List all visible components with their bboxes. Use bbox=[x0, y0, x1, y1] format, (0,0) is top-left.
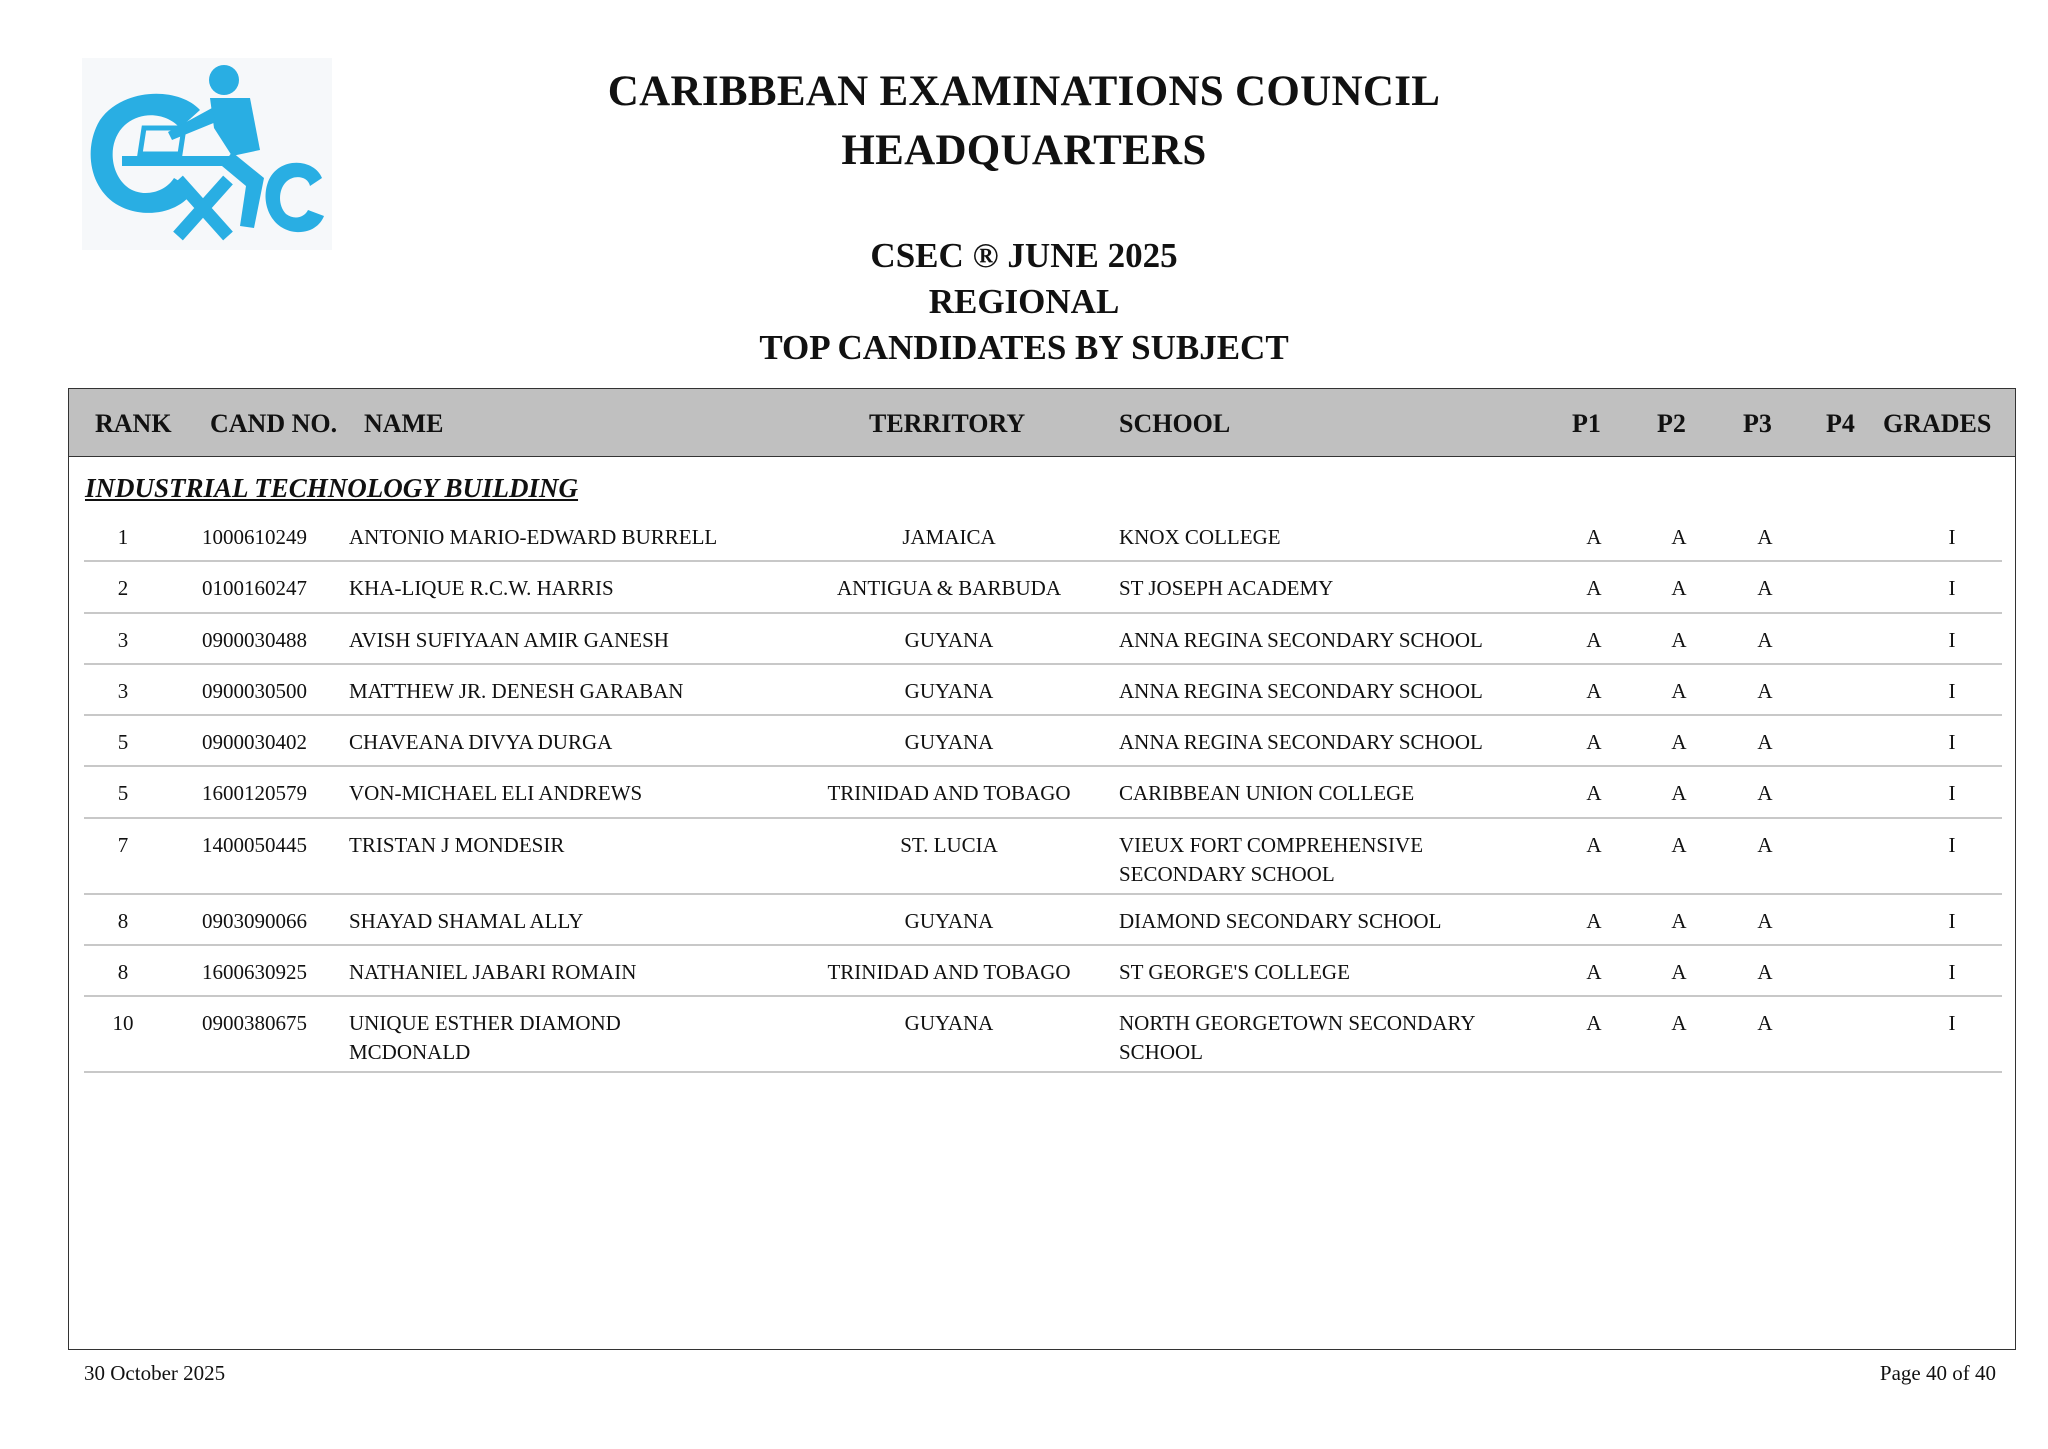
results-table bbox=[68, 388, 2016, 1350]
cell-rank: 5 bbox=[117, 781, 129, 806]
cell-territory: TRINIDAD AND TOBAGO bbox=[827, 960, 1071, 985]
cell-name: VON-MICHAEL ELI ANDREWS bbox=[349, 781, 643, 806]
organization-heading bbox=[0, 62, 2048, 180]
cell-school: ANNA REGINA SECONDARY SCHOOL bbox=[1119, 678, 1483, 703]
cell-cand-no: 1600630925 bbox=[202, 960, 307, 985]
column-header-grades: GRADES bbox=[1883, 409, 1992, 438]
cell-p3: A bbox=[1757, 678, 1773, 703]
subject-heading: INDUSTRIAL TECHNOLOGY BUILDING bbox=[85, 473, 579, 503]
cell-territory: ST. LUCIA bbox=[900, 832, 998, 857]
cell-p1: A bbox=[1586, 730, 1602, 755]
column-header-school: SCHOOL bbox=[1119, 409, 1231, 438]
table-row bbox=[84, 511, 2002, 562]
cell-territory: TRINIDAD AND TOBAGO bbox=[827, 781, 1071, 806]
cell-school: ANNA REGINA SECONDARY SCHOOL bbox=[1119, 627, 1483, 652]
cell-rank: 1 bbox=[117, 525, 129, 549]
cell-rank: 3 bbox=[117, 678, 129, 703]
column-header-p4: P4 bbox=[1826, 409, 1855, 438]
cell-p3: A bbox=[1757, 730, 1773, 755]
cell-name: SHAYAD SHAMAL ALLY bbox=[349, 908, 584, 933]
cell-territory: GUYANA bbox=[904, 678, 994, 703]
organization-name: CARIBBEAN EXAMINATIONS COUNCIL bbox=[607, 68, 1441, 115]
page-number: Page 40 of 40 bbox=[1879, 1361, 1996, 1385]
cell-name: UNIQUE ESTHER DIAMOND MCDONALD bbox=[349, 1011, 621, 1065]
cell-p2: A bbox=[1671, 960, 1687, 985]
cell-grades: I bbox=[1948, 576, 1956, 601]
cell-p1: A bbox=[1586, 576, 1602, 601]
cell-grades: I bbox=[1948, 960, 1956, 985]
cell-territory: GUYANA bbox=[904, 730, 994, 755]
table-row bbox=[84, 997, 2002, 1073]
column-header-name: NAME bbox=[364, 409, 444, 438]
table-body bbox=[84, 511, 2002, 1073]
cell-cand-no: 0900030488 bbox=[202, 627, 307, 652]
cell-p2: A bbox=[1671, 1011, 1687, 1036]
column-header-cand-no: CAND NO. bbox=[210, 409, 338, 438]
table-row bbox=[84, 819, 2002, 895]
cell-grades: I bbox=[1948, 627, 1956, 652]
cell-p2: A bbox=[1671, 832, 1687, 857]
column-header-p1: P1 bbox=[1572, 409, 1601, 438]
cell-cand-no: 0900030500 bbox=[202, 678, 307, 703]
cell-rank: 8 bbox=[117, 960, 129, 985]
cell-p3: A bbox=[1757, 576, 1773, 601]
cell-territory: GUYANA bbox=[904, 1011, 994, 1036]
cell-name: ANTONIO MARIO-EDWARD BURRELL bbox=[349, 525, 718, 549]
table-row bbox=[84, 614, 2002, 665]
column-header-p2: P2 bbox=[1657, 409, 1686, 438]
cell-p1: A bbox=[1586, 627, 1602, 652]
cell-rank: 3 bbox=[117, 627, 129, 652]
cell-p3: A bbox=[1757, 781, 1773, 806]
cell-name: CHAVEANA DIVYA DURGA bbox=[349, 730, 613, 755]
cell-name: AVISH SUFIYAAN AMIR GANESH bbox=[349, 627, 669, 652]
cell-grades: I bbox=[1948, 781, 1956, 806]
cell-rank: 10 bbox=[112, 1011, 134, 1036]
cell-grades: I bbox=[1948, 908, 1956, 933]
cell-cand-no: 1400050445 bbox=[202, 832, 307, 857]
cell-p2: A bbox=[1671, 678, 1687, 703]
cell-school: ANNA REGINA SECONDARY SCHOOL bbox=[1119, 730, 1483, 755]
cell-p2: A bbox=[1671, 730, 1687, 755]
cell-rank: 2 bbox=[117, 576, 129, 601]
column-header-territory: TERRITORY bbox=[869, 409, 1026, 438]
table-row bbox=[84, 767, 2002, 818]
cell-p2: A bbox=[1671, 781, 1687, 806]
report-title: TOP CANDIDATES BY SUBJECT bbox=[759, 328, 1289, 367]
table-header bbox=[69, 389, 2015, 457]
cell-p3: A bbox=[1757, 1011, 1773, 1036]
cell-p3: A bbox=[1757, 960, 1773, 985]
cell-grades: I bbox=[1948, 832, 1956, 857]
cell-name: TRISTAN J MONDESIR bbox=[349, 832, 565, 857]
column-header-rank: RANK bbox=[95, 409, 172, 438]
report-date: 30 October 2025 bbox=[84, 1361, 226, 1385]
cell-cand-no: 1000610249 bbox=[202, 525, 307, 549]
cell-name: KHA-LIQUE R.C.W. HARRIS bbox=[349, 576, 614, 601]
cell-grades: I bbox=[1948, 730, 1956, 755]
cell-school: VIEUX FORT COMPREHENSIVE SECONDARY SCHOOL bbox=[1119, 832, 1424, 886]
cell-p1: A bbox=[1586, 525, 1602, 549]
cell-school: ST GEORGE'S COLLEGE bbox=[1119, 960, 1350, 985]
exam-title: CSEC ® JUNE 2025 bbox=[870, 236, 1178, 275]
cell-school: DIAMOND SECONDARY SCHOOL bbox=[1119, 908, 1442, 933]
cell-grades: I bbox=[1948, 678, 1956, 703]
table-row bbox=[84, 716, 2002, 767]
cell-territory: GUYANA bbox=[904, 908, 994, 933]
column-header-p3: P3 bbox=[1743, 409, 1772, 438]
table-row bbox=[84, 562, 2002, 613]
organization-branch: HEADQUARTERS bbox=[841, 127, 1207, 174]
cell-cand-no: 0903090066 bbox=[202, 908, 307, 933]
cell-grades: I bbox=[1948, 1011, 1956, 1036]
cell-rank: 7 bbox=[117, 832, 129, 857]
cell-rank: 8 bbox=[117, 908, 129, 933]
cell-school: NORTH GEORGETOWN SECONDARY SCHOOL bbox=[1119, 1011, 1475, 1065]
cell-p1: A bbox=[1586, 960, 1602, 985]
cell-p2: A bbox=[1671, 576, 1687, 601]
cell-name: NATHANIEL JABARI ROMAIN bbox=[349, 960, 637, 985]
cell-territory: JAMAICA bbox=[902, 525, 996, 549]
cell-p3: A bbox=[1757, 627, 1773, 652]
cell-territory: ANTIGUA & BARBUDA bbox=[836, 576, 1061, 601]
cell-territory: GUYANA bbox=[904, 627, 994, 652]
cell-p2: A bbox=[1671, 525, 1687, 549]
cell-name: MATTHEW JR. DENESH GARABAN bbox=[349, 678, 684, 703]
cell-p3: A bbox=[1757, 832, 1773, 857]
cell-p1: A bbox=[1586, 908, 1602, 933]
cell-school: ST JOSEPH ACADEMY bbox=[1119, 576, 1334, 601]
cell-p1: A bbox=[1586, 781, 1602, 806]
cell-school: CARIBBEAN UNION COLLEGE bbox=[1119, 781, 1415, 806]
table-row bbox=[84, 895, 2002, 946]
cell-p2: A bbox=[1671, 627, 1687, 652]
report-scope: REGIONAL bbox=[928, 282, 1120, 321]
table-row bbox=[84, 946, 2002, 997]
cell-cand-no: 0900030402 bbox=[202, 730, 307, 755]
cell-p1: A bbox=[1586, 1011, 1602, 1036]
cell-cand-no: 1600120579 bbox=[202, 781, 307, 806]
cell-p1: A bbox=[1586, 832, 1602, 857]
cell-p3: A bbox=[1757, 908, 1773, 933]
table-row bbox=[84, 665, 2002, 716]
cell-grades: I bbox=[1948, 525, 1956, 549]
cell-cand-no: 0900380675 bbox=[202, 1011, 307, 1036]
cell-rank: 5 bbox=[117, 730, 129, 755]
cell-cand-no: 0100160247 bbox=[202, 576, 307, 601]
report-heading bbox=[0, 233, 2048, 371]
cell-p2: A bbox=[1671, 908, 1687, 933]
cell-school: KNOX COLLEGE bbox=[1119, 525, 1281, 549]
cell-p3: A bbox=[1757, 525, 1773, 549]
cell-p1: A bbox=[1586, 678, 1602, 703]
